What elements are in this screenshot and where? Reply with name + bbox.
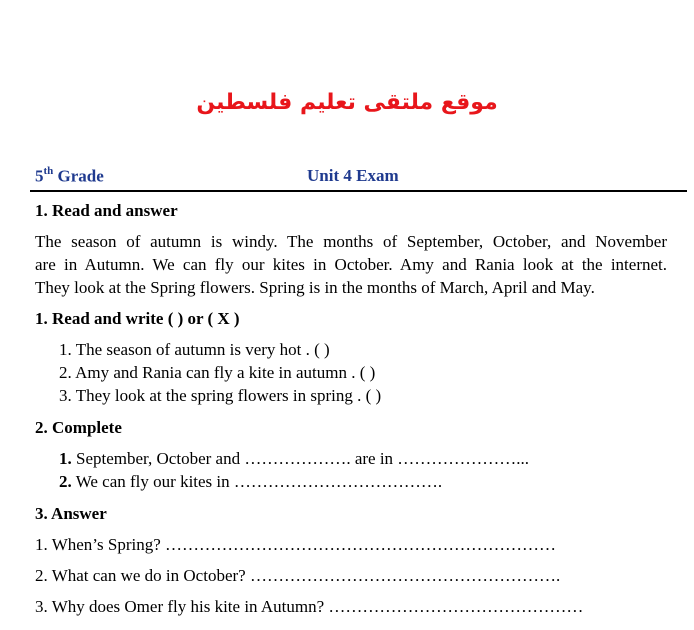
answer-heading: 3. Answer	[35, 504, 107, 523]
reading-passage	[35, 230, 667, 299]
complete-item	[59, 449, 529, 469]
grade-label	[35, 166, 104, 187]
header-divider	[30, 190, 687, 192]
true-false-heading: 1. Read and write ( ) or ( X )	[35, 309, 240, 328]
answer-question: 3. Why does Omer fly his kite in Autumn? ………………………………………	[35, 597, 584, 616]
item-text: They look at the spring flowers in spring . ( )	[75, 386, 382, 405]
passage-line: The season of autumn is windy. The months of September, October, and November	[35, 232, 667, 251]
passage-line: are in Autumn. We can fly our kites in October. Amy and Rania look at the internet.	[35, 255, 667, 274]
complete-heading: 2. Complete	[35, 418, 122, 437]
item-number: 1.	[59, 449, 72, 468]
read-answer-heading: 1. Read and answer	[35, 201, 178, 220]
item-text: September, October and ………………. are in …………………...	[76, 449, 530, 468]
site-title: موقع ملتقى تعليم فلسطين	[196, 90, 498, 115]
grade-word: Grade	[57, 166, 104, 186]
item-text: Amy and Rania can fly a kite in autumn . ( )	[75, 363, 376, 382]
item-text: The season of autumn is very hot . ( )	[75, 340, 330, 359]
answer-question: 2. What can we do in October? ……………………………………………….	[35, 566, 561, 585]
true-false-item	[59, 340, 330, 360]
complete-item	[59, 472, 442, 492]
true-false-item	[59, 363, 375, 383]
item-text: We can fly our kites in ……………………………….	[75, 472, 443, 491]
grade-number: 5	[35, 166, 44, 186]
true-false-item	[59, 386, 381, 406]
item-number: 2.	[59, 363, 72, 382]
item-number: 2.	[59, 472, 72, 491]
unit-title: Unit 4 Exam	[307, 166, 399, 185]
item-number: 3.	[59, 386, 72, 405]
passage-line: They look at the Spring flowers. Spring is in the months of March, April and May.	[35, 278, 595, 297]
item-number: 1.	[59, 340, 72, 359]
grade-suffix: th	[43, 165, 54, 177]
answer-question: 1. When’s Spring? ……………………………………………………………	[35, 535, 557, 554]
